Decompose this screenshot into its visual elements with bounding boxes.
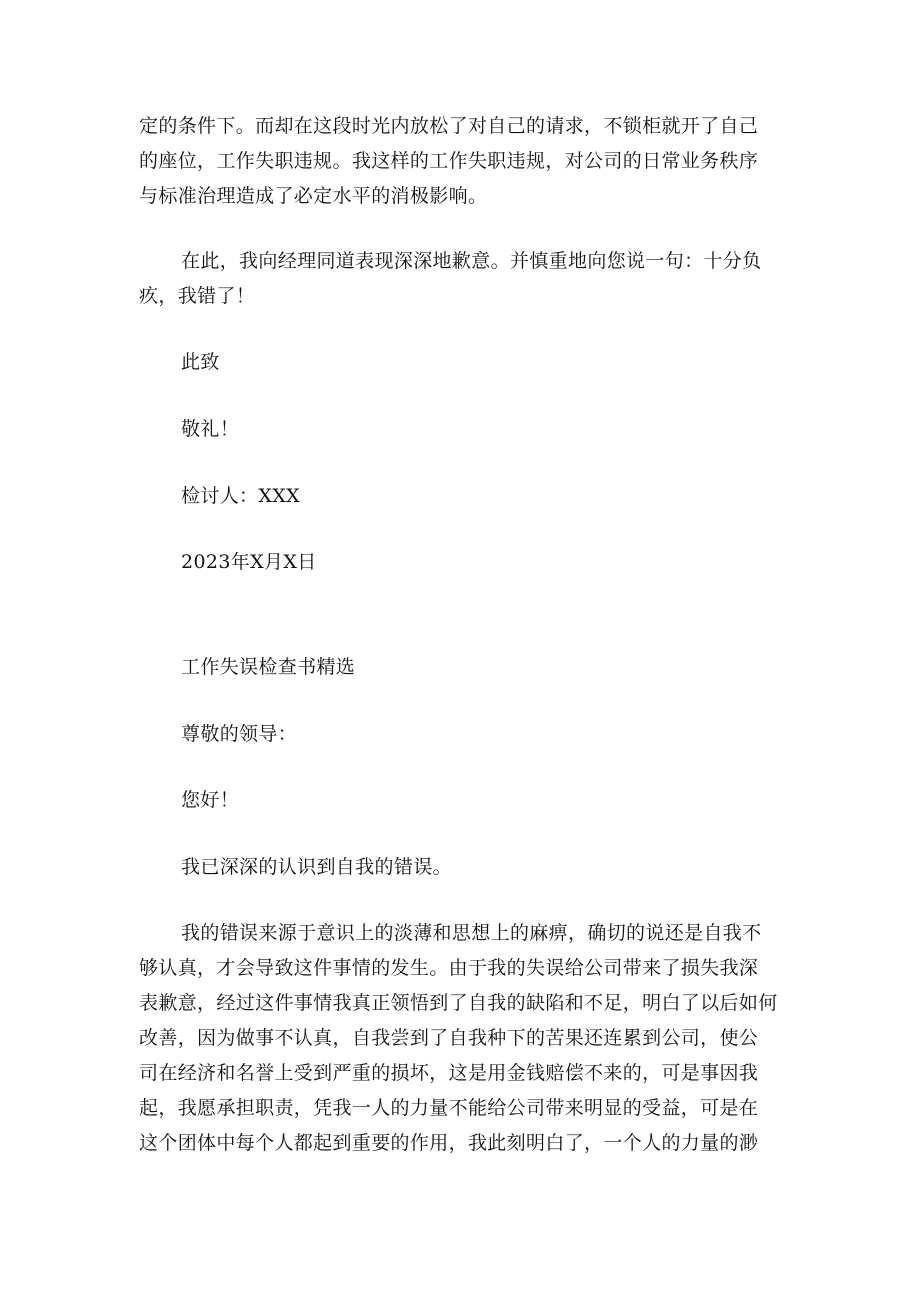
paragraph-line: 我的错误来源于意识上的淡薄和思想上的麻痹，确切的说还是自我不	[181, 922, 762, 944]
letter-salute: 敬礼！	[181, 418, 240, 440]
greeting-line: 尊敬的领导：	[181, 723, 298, 745]
paragraph-line: 起，我愿承担职责，凭我一人的力量不能给公司带来明显的受益，可是在	[139, 1097, 759, 1119]
date-line: 2023年X月X日	[181, 551, 317, 573]
paragraph-line: 定的条件下。而却在这段时光内放松了对自己的请求，不锁柜就开了自己	[139, 115, 759, 137]
paragraph-line: 够认真，才会导致这件事情的发生。由于我的失误给公司带来了损失我深	[139, 957, 759, 979]
paragraph-line: 这个团体中每个人都起到重要的作用，我此刻明白了，一个人的力量的渺	[139, 1132, 759, 1154]
paragraph-line: 司在经济和名誉上受到严重的损坏，这是用金钱赔偿不来的，可是事因我	[139, 1062, 759, 1084]
paragraph-line: 的座位，工作失职违规。我这样的工作失职违规，对公司的日常业务秩序	[139, 150, 759, 172]
paragraph-line: 与标准治理造成了必定水平的消极影响。	[139, 185, 488, 207]
paragraph-line: 我已深深的认识到自我的错误。	[181, 856, 452, 878]
paragraph-line: 表歉意，经过这件事情我真正领悟到了自我的缺陷和不足，明白了以后如何	[139, 992, 778, 1014]
paragraph-line: 改善，因为做事不认真，自我尝到了自我种下的苦果还连累到公司，使公	[139, 1027, 759, 1049]
letter-closing: 此致	[181, 351, 220, 373]
signer-line: 检讨人：XXX	[181, 485, 301, 507]
paragraph-line: 疚，我错了！	[139, 285, 256, 307]
hello-line: 您好！	[181, 789, 240, 811]
section-title: 工作失误检查书精选	[181, 656, 356, 678]
paragraph-line: 在此，我向经理同道表现深深地歉意。并慎重地向您说一句：十分负	[181, 250, 762, 272]
